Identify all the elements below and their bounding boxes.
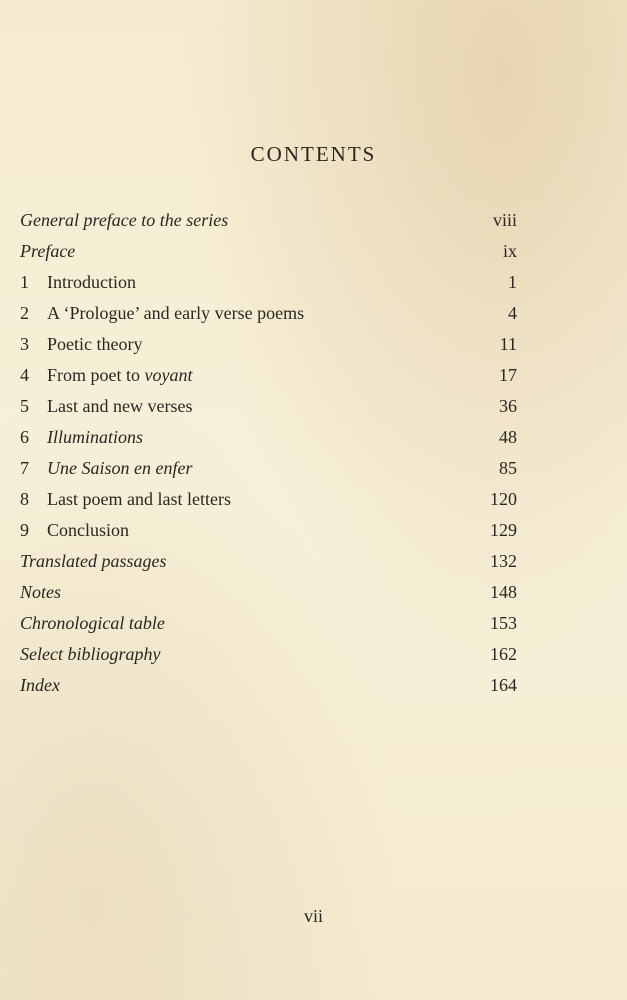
toc-entry-label: [20, 608, 165, 639]
toc-entry: [20, 422, 517, 453]
toc-entry-label: [20, 577, 61, 608]
toc-entry: [20, 236, 517, 267]
toc-entry: [20, 577, 517, 608]
chapter-number: 1: [20, 272, 29, 292]
toc-entry-label: [20, 205, 228, 236]
toc-entry-label: [20, 453, 192, 484]
chapter-number: 4: [20, 365, 29, 385]
toc-entry: [20, 670, 517, 701]
toc-entry: [20, 484, 517, 515]
chapter-number: 5: [20, 396, 29, 416]
toc-entry-label: [20, 515, 129, 546]
chapter-title: Conclusion: [47, 520, 130, 540]
toc-entry: [20, 639, 517, 670]
toc-entry-label: [20, 422, 143, 453]
section-title: Chronological table: [20, 613, 165, 633]
page-title: CONTENTS: [250, 142, 377, 166]
chapter-number: 2: [20, 303, 29, 323]
chapter-number: 3: [20, 334, 29, 354]
toc-entry-label: [20, 329, 142, 360]
toc-entry-label: [20, 298, 304, 329]
chapter-number: 9: [20, 520, 29, 540]
toc-entry: [20, 298, 517, 329]
chapter-title: A ‘Prologue’ and early verse poems: [47, 303, 305, 323]
toc-entry-label: [20, 360, 192, 391]
toc-entry: [20, 329, 517, 360]
toc-page-number: 162: [490, 644, 517, 664]
toc-entry-label: [20, 639, 160, 670]
chapter-title-italic: Une Saison en enfer: [47, 458, 193, 478]
toc-entry: [20, 360, 517, 391]
toc-entry: [20, 453, 517, 484]
toc-entry-label: [20, 267, 136, 298]
section-title: Index: [20, 675, 60, 695]
table-of-contents: [20, 205, 517, 701]
section-title: Preface: [20, 241, 76, 261]
section-title: Select bibliography: [20, 644, 161, 664]
toc-page-number: 48: [499, 427, 517, 447]
chapter-title: Introduction: [47, 272, 136, 292]
toc-entry: [20, 267, 517, 298]
toc-page-number: 11: [499, 334, 517, 354]
toc-entry-label: [20, 236, 75, 267]
toc-entry-label: [20, 484, 231, 515]
toc-page-number: 132: [490, 551, 517, 571]
toc-entry-label: [20, 546, 167, 577]
toc-page-number: ix: [502, 241, 517, 261]
section-title: Notes: [20, 582, 62, 602]
chapter-number: 6: [20, 427, 29, 447]
toc-page-number: 120: [490, 489, 517, 509]
toc-entry: [20, 391, 517, 422]
toc-page-number: 4: [508, 303, 517, 323]
toc-entry: [20, 515, 517, 546]
toc-page-number: 36: [499, 396, 517, 416]
toc-entry-label: [20, 670, 60, 701]
toc-entry: [20, 608, 517, 639]
toc-page-number: 153: [490, 613, 517, 633]
chapter-title: From poet to: [47, 365, 145, 385]
toc-page-number: 1: [508, 272, 517, 292]
toc-page-number: 164: [490, 675, 517, 695]
toc-entry: [20, 205, 517, 236]
chapter-title-italic: voyant: [144, 365, 193, 385]
chapter-title-italic: Illuminations: [47, 427, 144, 447]
toc-entry: [20, 546, 517, 577]
toc-page-number: 85: [499, 458, 517, 478]
chapter-number: 7: [20, 458, 29, 478]
section-title: Translated passages: [20, 551, 167, 571]
chapter-number: 8: [20, 489, 29, 509]
section-title: General preface to the series: [20, 210, 229, 230]
chapter-title: Last poem and last letters: [47, 489, 231, 509]
chapter-title: Last and new verses: [47, 396, 193, 416]
toc-page-number: viii: [492, 210, 517, 230]
toc-entry-label: [20, 391, 192, 422]
page-number: vii: [303, 906, 323, 926]
chapter-title: Poetic theory: [47, 334, 143, 354]
toc-page-number: 17: [499, 365, 517, 385]
toc-page-number: 148: [490, 582, 517, 602]
toc-page-number: 129: [490, 520, 517, 540]
